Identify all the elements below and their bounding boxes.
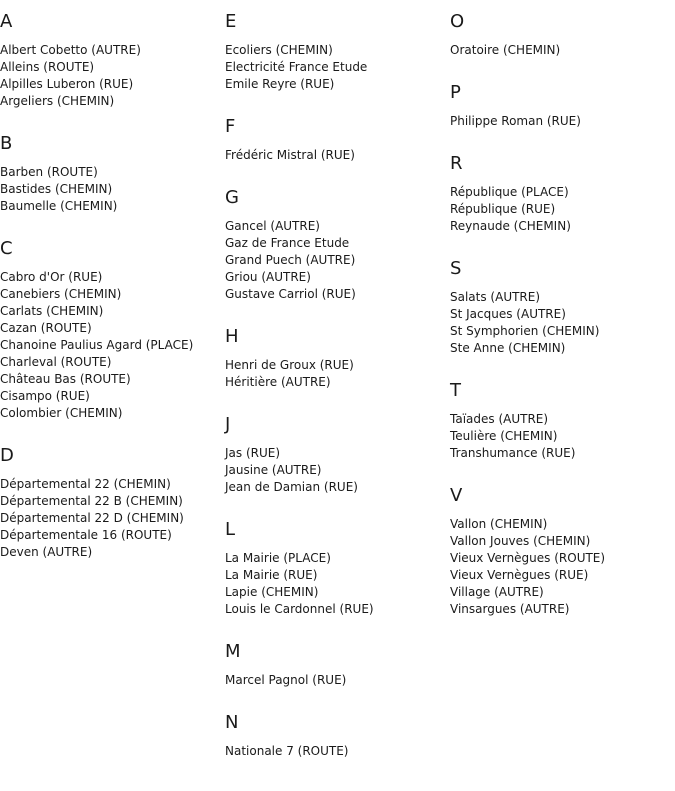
letter-group-a	[0, 0, 225, 122]
street-list-item[interactable]: Marcel Pagnol (RUE)	[225, 673, 347, 687]
street-list	[450, 113, 675, 142]
street-list-item[interactable]: La Mairie (PLACE)	[225, 551, 331, 565]
street-list	[450, 42, 675, 71]
letter-group-o	[450, 0, 675, 71]
letter-group-l	[225, 508, 450, 630]
letter-heading: V	[450, 485, 463, 506]
street-list	[225, 672, 450, 701]
street-list-item[interactable]: Electricité France Etude	[225, 60, 368, 74]
street-list-item[interactable]: La Mairie (RUE)	[225, 568, 318, 582]
street-list-item[interactable]: Cisampo (RUE)	[0, 389, 90, 403]
index-column-2	[225, 0, 450, 772]
letter-group-v	[450, 474, 675, 630]
letter-group-j	[225, 403, 450, 508]
street-list	[225, 218, 450, 315]
street-list-item[interactable]: Jausine (AUTRE)	[225, 463, 322, 477]
letter-heading: B	[0, 133, 13, 154]
letter-heading: S	[450, 258, 462, 279]
street-list	[225, 42, 450, 105]
street-list-item[interactable]: St Symphorien (CHEMIN)	[450, 324, 600, 338]
street-list-item[interactable]: Lapie (CHEMIN)	[225, 585, 319, 599]
letter-heading: N	[225, 712, 239, 733]
index-column-3	[450, 0, 675, 630]
street-list	[450, 516, 675, 630]
street-list	[225, 550, 450, 630]
street-list-item[interactable]: Départemental 22 B (CHEMIN)	[0, 494, 183, 508]
street-list-item[interactable]: Alleins (ROUTE)	[0, 60, 95, 74]
street-list-item[interactable]: Griou (AUTRE)	[225, 270, 311, 284]
street-list-item[interactable]: Départemental 22 (CHEMIN)	[0, 477, 171, 491]
letter-group-m	[225, 630, 450, 701]
street-list-item[interactable]: Vieux Vernègues (RUE)	[450, 568, 589, 582]
street-list	[0, 269, 225, 434]
street-list-item[interactable]: Cabro d'Or (RUE)	[0, 270, 103, 284]
street-list-item[interactable]: Frédéric Mistral (RUE)	[225, 148, 355, 162]
street-list-item[interactable]: Transhumance (RUE)	[450, 446, 576, 460]
letter-heading: E	[225, 11, 237, 32]
street-list-item[interactable]: Louis le Cardonnel (RUE)	[225, 602, 374, 616]
letter-heading: T	[450, 380, 461, 401]
street-list-item[interactable]: Deven (AUTRE)	[0, 545, 93, 559]
street-list-item[interactable]: Départementale 16 (ROUTE)	[0, 528, 172, 542]
letter-heading: D	[0, 445, 14, 466]
street-list-item[interactable]: Bastides (CHEMIN)	[0, 182, 113, 196]
index-column-1	[0, 0, 225, 573]
street-list-item[interactable]: Chanoine Paulius Agard (PLACE)	[0, 338, 194, 352]
letter-heading: P	[450, 82, 461, 103]
street-list-item[interactable]: St Jacques (AUTRE)	[450, 307, 566, 321]
street-list-item[interactable]: Vieux Vernègues (ROUTE)	[450, 551, 606, 565]
street-list-item[interactable]: Baumelle (CHEMIN)	[0, 199, 118, 213]
street-list-item[interactable]: Ecoliers (CHEMIN)	[225, 43, 333, 57]
street-list-item[interactable]: Village (AUTRE)	[450, 585, 544, 599]
street-list	[225, 445, 450, 508]
street-list-item[interactable]: Gustave Carriol (RUE)	[225, 287, 356, 301]
street-list-item[interactable]: Gaz de France Etude	[225, 236, 350, 250]
street-list-item[interactable]: Vallon Jouves (CHEMIN)	[450, 534, 591, 548]
street-list-item[interactable]: Henri de Groux (RUE)	[225, 358, 354, 372]
street-list	[450, 289, 675, 369]
letter-group-e	[225, 0, 450, 105]
letter-group-b	[0, 122, 225, 227]
street-list-item[interactable]: Colombier (CHEMIN)	[0, 406, 123, 420]
letter-heading: R	[450, 153, 463, 174]
street-list	[0, 476, 225, 573]
street-list	[225, 147, 450, 176]
street-list-item[interactable]: Oratoire (CHEMIN)	[450, 43, 561, 57]
street-list-item[interactable]: Taïades (AUTRE)	[450, 412, 549, 426]
letter-group-t	[450, 369, 675, 474]
street-list-item[interactable]: Château Bas (ROUTE)	[0, 372, 131, 386]
letter-group-d	[0, 434, 225, 573]
letter-heading: L	[225, 519, 236, 540]
letter-heading: A	[0, 11, 13, 32]
street-list	[450, 411, 675, 474]
letter-group-c	[0, 227, 225, 434]
street-list-item[interactable]: Jean de Damian (RUE)	[225, 480, 358, 494]
street-list-item[interactable]: Teulière (CHEMIN)	[450, 429, 558, 443]
letter-group-n	[225, 701, 450, 772]
street-list	[450, 184, 675, 247]
letter-group-p	[450, 71, 675, 142]
street-list	[0, 164, 225, 227]
letter-heading: C	[0, 238, 13, 259]
street-list-item[interactable]: République (PLACE)	[450, 185, 569, 199]
street-list	[0, 42, 225, 122]
street-list-item[interactable]: Reynaude (CHEMIN)	[450, 219, 571, 233]
street-list-item[interactable]: Grand Puech (AUTRE)	[225, 253, 356, 267]
street-list-item[interactable]: Argeliers (CHEMIN)	[0, 94, 115, 108]
street-list	[225, 357, 450, 403]
letter-group-f	[225, 105, 450, 176]
street-list-item[interactable]: Charleval (ROUTE)	[0, 355, 112, 369]
street-list-item[interactable]: Alpilles Luberon (RUE)	[0, 77, 134, 91]
letter-group-h	[225, 315, 450, 403]
letter-heading: J	[225, 414, 231, 435]
street-list-item[interactable]: Cazan (ROUTE)	[0, 321, 92, 335]
letter-heading: F	[225, 116, 236, 137]
street-list-item[interactable]: Héritière (AUTRE)	[225, 375, 331, 389]
street-list-item[interactable]: Emile Reyre (RUE)	[225, 77, 335, 91]
street-list-item[interactable]: République (RUE)	[450, 202, 556, 216]
letter-heading: O	[450, 11, 465, 32]
street-list-item[interactable]: Barben (ROUTE)	[0, 165, 98, 179]
street-list-item[interactable]: Nationale 7 (ROUTE)	[225, 744, 349, 758]
street-list-item[interactable]: Vinsargues (AUTRE)	[450, 602, 570, 616]
street-list-item[interactable]: Jas (RUE)	[225, 446, 281, 460]
street-list-item[interactable]: Philippe Roman (RUE)	[450, 114, 581, 128]
street-list-item[interactable]: Gancel (AUTRE)	[225, 219, 320, 233]
street-list-item[interactable]: Carlats (CHEMIN)	[0, 304, 104, 318]
street-list-item[interactable]: Canebiers (CHEMIN)	[0, 287, 122, 301]
street-list-item[interactable]: Albert Cobetto (AUTRE)	[0, 43, 141, 57]
street-list-item[interactable]: Départemental 22 D (CHEMIN)	[0, 511, 184, 525]
street-list-item[interactable]: Salats (AUTRE)	[450, 290, 541, 304]
letter-group-s	[450, 247, 675, 369]
street-list-item[interactable]: Vallon (CHEMIN)	[450, 517, 548, 531]
letter-group-g	[225, 176, 450, 315]
letter-heading: H	[225, 326, 239, 347]
letter-heading: M	[225, 641, 241, 662]
letter-group-r	[450, 142, 675, 247]
letter-heading: G	[225, 187, 239, 208]
street-list-item[interactable]: Ste Anne (CHEMIN)	[450, 341, 566, 355]
street-list	[225, 743, 450, 772]
